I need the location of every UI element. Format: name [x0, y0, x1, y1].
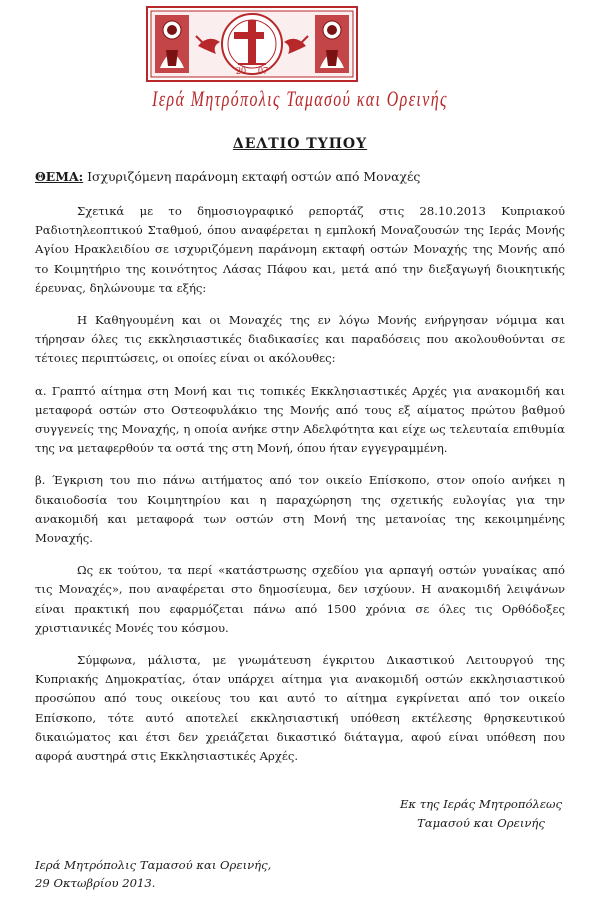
saint-left-icon — [155, 15, 189, 73]
emblem-year-left: 20 — [236, 66, 246, 77]
organization-name: Ιερά Μητρόπολις Ταμασού και Ορεινής — [152, 86, 448, 111]
signature-block — [400, 795, 562, 833]
saint-right-icon — [315, 15, 349, 73]
paragraph-item-b: β. Έγκριση του πιο πάνω αιτήματος από τον οικείο Επίσκοπο, στον οποίο ανήκει η δικαιοδοσία του Κοιμητηρίου και η παραχώρηση της σχετικής ευλογίας για την ανακομιδή και μεταφορά των οστών στη Μονή της μετανοίας της κεκοιμημένης Μοναχής. — [35, 473, 565, 546]
letterhead-emblem — [146, 6, 358, 82]
footer-date: 29 Οκτωβρίου 2013. — [35, 876, 156, 890]
paragraph-legal-opinion: Σύμφωνα, μάλιστα, με γνωμάτευση έγκριτου Δικαστικού Λειτουργού της Κυπριακής Δημοκρατίας, όταν υπάρχει αίτημα για ανακομιδή οστών εκκλησιαστικού προσώπου από τους οικείους του και αυτό το αίτημα εγκρίνεται από τον οικείο Επίσκοπο, τότε αυτό αποτελεί εκκλησιαστική υπόθεση εκτέλεσης θρησκευτικού δικαιώματος και έτσι δεν χρειάζεται δικαστικό διάταγμα, αφού είναι υπόθεση που αφορά αυστηρά στις Εκκλησιαστικές Αρχές. — [35, 653, 565, 764]
signature-line-1: Εκ της Ιεράς Μητροπόλεως — [399, 797, 562, 811]
footer-line-1: Ιερά Μητρόπολις Ταμασού και Ορεινής, — [35, 858, 272, 872]
signature-line-2: Ταμασού και Ορεινής — [417, 816, 545, 830]
footer-block — [35, 856, 271, 892]
subject-line — [35, 169, 420, 184]
cross-medallion-icon — [222, 14, 282, 74]
subject-text: Ισχυριζόμενη παράνομη εκταφή οστών από Μοναχές — [87, 169, 421, 184]
letterhead-emblem-svg — [146, 6, 358, 82]
document-title: ΔΕΛΤΙΟ ΤΥΠΟΥ — [232, 136, 368, 152]
subject-label: ΘΕΜΑ: — [35, 169, 84, 184]
emblem-year-right: 07 — [258, 66, 268, 77]
paragraph-intro: Σχετικά με το δημοσιογραφικό ρεπορτάζ στις 28.10.2013 Κυπριακού Ραδιοτηλεοπτικού Σταθμού, όπου αναφέρεται η εμπλοκή Μοναζουσών της Ιεράς Μονής Αγίου Ηρακλειδίου σε ισχυριζόμενη παράνομη εκταφή οστών Μοναχής της Μονής από το Κοιμητήριο της κοινότητος Λάσας Πάφου και, μετά από την διεξαγωγή διοικητικής έρευνας, δηλώνουμε τα εξής: — [35, 204, 565, 295]
paragraph-conclusion: Ως εκ τούτου, τα περί «κατάστρωσης σχεδίου για αρπαγή οστών γυναίκας από τις Μοναχές», που αναφέρεται στο δημοσίευμα, δεν ισχύουν. Η ανακομιδή λειψάνων είναι πρακτική που εφαρμόζεται πάνω από 1500 χρόνια σε όλες τις Ορθόδοξες χριστιανικές Μονές του κόσμου. — [35, 563, 565, 635]
document-body — [35, 202, 565, 779]
paragraph-item-a: α. Γραπτό αίτημα στη Μονή και τις τοπικές Εκκλησιαστικές Αρχές για ανακομιδή και μεταφορά οστών στο Οστεοφυλάκιο της Μονής από τους εξ αίματος πρώτου βαθμού συγγενείς της Μοναχής, η οποία ανήκε στην Αδελφότητα και είχε ως τελευταία επιθυμία της να μεταφερθούν τα οστά της στη Μονή, όπου ήταν εγγεγραμμένη. — [35, 383, 565, 456]
paragraph-statement: Η Καθηγουμένη και οι Μοναχές της εν λόγω Μονής ενήργησαν νόμιμα και τήρησαν όλες τις εκκλησιαστικές διαδικασίες και παραδόσεις που ακολουθούνται σε τέτοιες περιπτώσεις, οι οποίες είναι οι ακόλουθες: — [35, 313, 565, 366]
